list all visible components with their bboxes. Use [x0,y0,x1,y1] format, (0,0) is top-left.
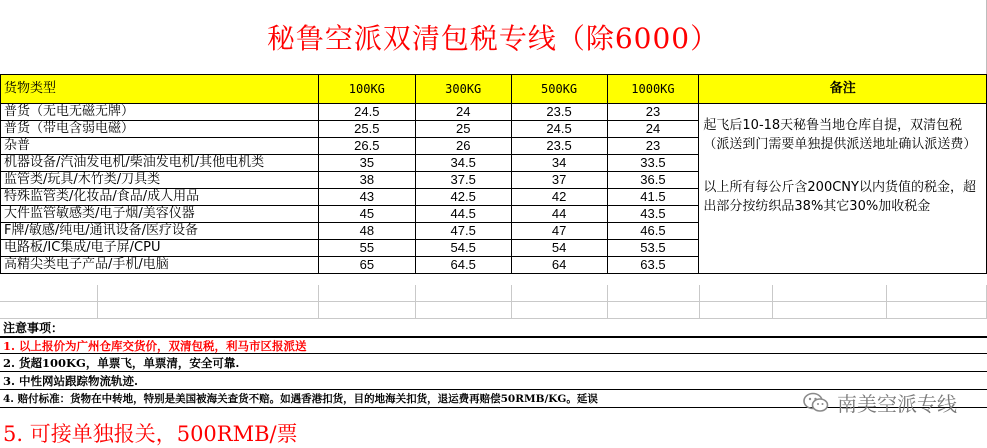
row-category: F牌/敏感/纯电/通讯设备/医疗设备 [1,223,319,240]
price-cell: 48 [318,223,415,240]
row-category: 机器设备/汽油发电机/柴油发电机/其他电机类 [1,155,319,172]
header-weight-1000: 1000KG [607,75,699,104]
price-cell: 23.5 [511,138,607,155]
header-weight-300: 300KG [415,75,511,104]
price-cell: 44.5 [415,206,511,223]
empty-row [0,285,987,302]
price-cell: 23.5 [511,104,607,121]
price-cell: 46.5 [607,223,699,240]
price-cell: 44 [511,206,607,223]
price-cell: 45 [318,206,415,223]
watermark-text: 南美空派专线 [837,392,957,416]
table-header-row [1,75,987,104]
price-cell: 34 [511,155,607,172]
row-category: 普货（无电无磁无牌） [1,104,319,121]
row-category: 特殊监管类/化妆品/食品/成人用品 [1,189,319,206]
empty-grid-rows [0,285,987,319]
price-cell: 54.5 [415,240,511,257]
price-cell: 43 [318,189,415,206]
header-remarks: 备注 [699,75,987,104]
remarks-cell [699,104,987,274]
price-cell: 64.5 [415,257,511,274]
price-cell: 41.5 [607,189,699,206]
price-cell: 42.5 [415,189,511,206]
remarks-paragraph-2: 以上所有每公斤含200CNY以内货值的税金，超出部分按纺织品38%其它30%加收税金 [703,180,976,214]
price-cell: 24 [415,104,511,121]
price-cell: 64 [511,257,607,274]
price-cell: 43.5 [607,206,699,223]
header-category: 货物类型 [1,75,319,104]
header-weight-500: 500KG [511,75,607,104]
note-5: 5. 可接单独报关，500RMB/票 [3,422,298,446]
price-cell: 37.5 [415,172,511,189]
price-cell: 25.5 [318,121,415,138]
price-cell: 23 [607,138,699,155]
price-cell: 47.5 [415,223,511,240]
price-cell: 63.5 [607,257,699,274]
note-2: 2. 货超100KG，单票飞，单票清，安全可靠. [0,355,987,372]
price-cell: 24.5 [511,121,607,138]
rate-table [0,74,987,274]
price-cell: 65 [318,257,415,274]
header-weight-100: 100KG [318,75,415,104]
row-category: 大件监管敏感类/电子烟/美容仪器 [1,206,319,223]
note-4: 4. 赔付标准：货物在中转地，特别是美国被海关查货不赔。如遇香港扣货，目的地海关扣货，退运费再赔偿50RMB/KG。延误 [0,391,987,408]
row-category: 高精尖类电子产品/手机/电脑 [1,257,319,274]
row-category: 监管类/玩具/木竹类/刀具类 [1,172,319,189]
price-cell: 25 [415,121,511,138]
price-cell: 35 [318,155,415,172]
price-cell: 47 [511,223,607,240]
page-title: 秘鲁空派双清包税专线（除6000） [0,0,987,74]
price-cell: 26 [415,138,511,155]
price-cell: 38 [318,172,415,189]
price-cell: 26.5 [318,138,415,155]
row-category: 杂普 [1,138,319,155]
price-cell: 23 [607,104,699,121]
price-cell: 54 [511,240,607,257]
price-cell: 37 [511,172,607,189]
price-cell: 24 [607,121,699,138]
notes-heading: 注意事项： [0,320,987,337]
price-cell: 34.5 [415,155,511,172]
row-category: 普货（带电含弱电磁） [1,121,319,138]
price-cell: 36.5 [607,172,699,189]
note-1: 1. 以上报价为广州仓库交货价，双清包税，利马市区报派送 [0,337,987,354]
wechat-icon [803,392,829,414]
price-cell: 33.5 [607,155,699,172]
price-cell: 42 [511,189,607,206]
empty-row [0,302,987,319]
table-row [1,104,987,121]
remarks-paragraph-1: 起飞后10-18天秘鲁当地仓库自提，双清包税（派送到门需要单独提供派送地址确认派送费） [703,118,977,152]
price-cell: 24.5 [318,104,415,121]
row-category: 电路板/IC集成/电子屏/CPU [1,240,319,257]
watermark [803,388,957,417]
price-cell: 55 [318,240,415,257]
note-3: 3. 中性网站跟踪物流轨迹. [0,373,987,390]
price-cell: 53.5 [607,240,699,257]
